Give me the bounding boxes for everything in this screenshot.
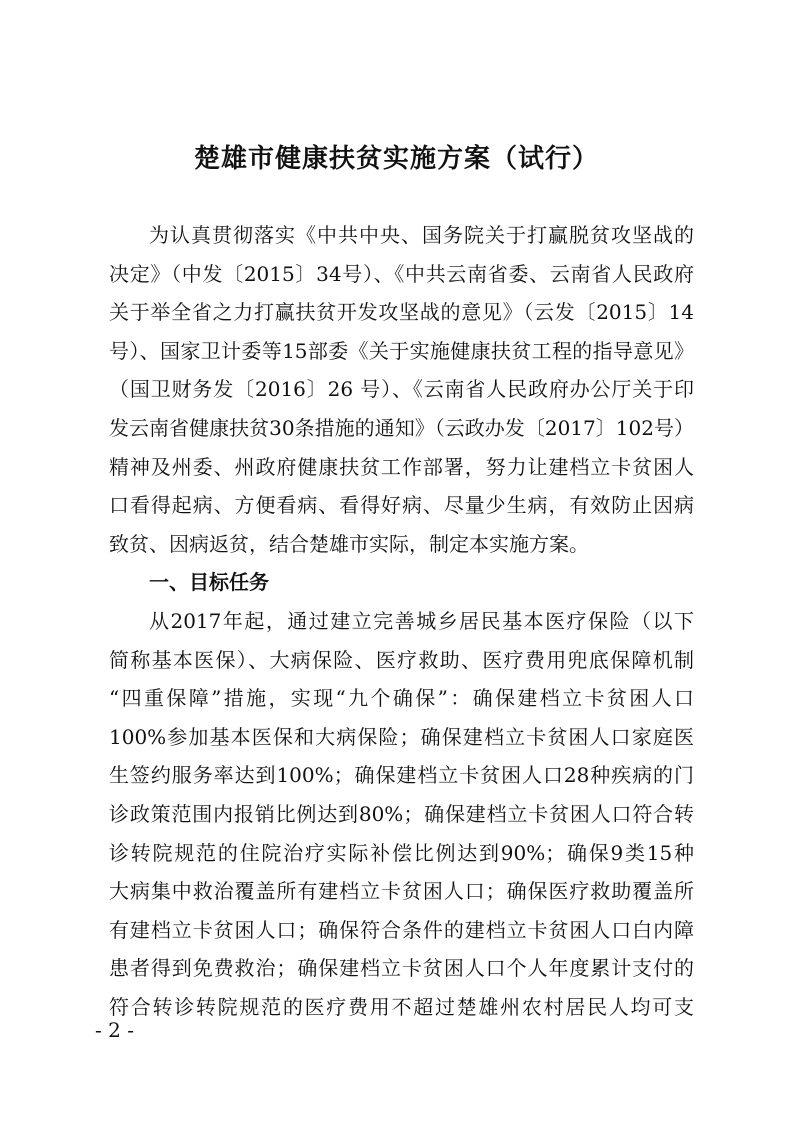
paragraph-line: 患者得到免费救治；确保建档立卡贫困人口个人年度累计支付的: [109, 956, 694, 981]
paragraph-line: 决定》（中发〔2015〕34号）、《中共云南省委、云南省人民政府: [109, 261, 694, 286]
paragraph-line: 致贫、因病返贫，结合楚雄市实际，制定本实施方案。: [109, 531, 589, 556]
paragraph-line: 精神及州委、州政府健康扶贫工作部署，努力让建档立卡贫困人: [109, 454, 694, 479]
paragraph-line: 从2017年起，通过建立完善城乡居民基本医疗保险（以下: [149, 608, 694, 633]
paragraph-line: 生签约服务率达到100%；确保建档立卡贫困人口28种疾病的门: [109, 763, 694, 788]
paragraph-line: 诊政策范围内报销比例达到80%；确保建档立卡贫困人口符合转: [109, 801, 694, 826]
paragraph-line: （国卫财务发〔2016〕26 号）、《云南省人民政府办公厅关于印: [109, 377, 694, 402]
page-number: - 2 -: [95, 1018, 134, 1042]
section-heading: 一、目标任务: [149, 570, 269, 595]
paragraph-line: 100%参加基本医保和大病保险；确保建档立卡贫困人口家庭医: [109, 724, 694, 749]
paragraph-line: 号）、国家卫计委等15部委《关于实施健康扶贫工程的指导意见》: [109, 338, 694, 363]
paragraph-line: 发云南省健康扶贫30条措施的通知》（云政办发〔2017〕102号）: [109, 415, 694, 440]
paragraph-line: 诊转院规范的住院治疗实际补偿比例达到90%；确保9类15种: [109, 840, 694, 865]
paragraph-line: 符合转诊转院规范的医疗费用不超过楚雄州农村居民人均可支: [109, 994, 694, 1019]
document-body: [109, 216, 694, 1026]
paragraph-line: 有建档立卡贫困人口；确保符合条件的建档立卡贫困人口白内障: [109, 917, 694, 942]
document-title: 楚雄市健康扶贫实施方案（试行）: [193, 144, 599, 174]
paragraph-line: 为认真贯彻落实《中共中央、国务院关于打赢脱贫攻坚战的: [149, 223, 694, 247]
paragraph-line: 关于举全省之力打赢扶贫开发攻坚战的意见》（云发〔2015〕14: [109, 300, 694, 325]
paragraph-line: 大病集中救治覆盖所有建档立卡贫困人口；确保医疗救助覆盖所: [109, 879, 694, 904]
paragraph-line: 简称基本医保）、大病保险、医疗救助、医疗费用兜底保障机制: [109, 647, 694, 672]
paragraph-line: “四重保障”措施，实现“九个确保”：确保建档立卡贫困人口: [109, 686, 694, 711]
paragraph-line: 口看得起病、方便看病、看得好病、尽量少生病，有效防止因病: [109, 493, 694, 518]
